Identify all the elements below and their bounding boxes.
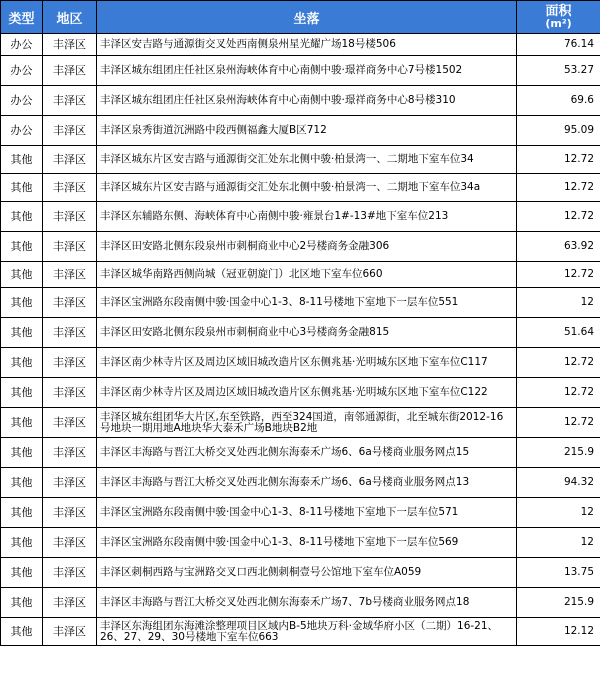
cell-type: 其他 — [1, 232, 43, 262]
cell-area: 12 — [517, 288, 600, 318]
cell-type: 其他 — [1, 262, 43, 288]
cell-area: 51.64 — [517, 318, 600, 348]
cell-district: 丰泽区 — [43, 438, 97, 468]
cell-area: 215.9 — [517, 588, 600, 618]
cell-address: 丰泽区城东组团华大片区,东至铁路，西至324国道，南邻通源街，北至城东街2012-16号地块一期用地A地块华大泰禾广场B地块B2地 — [97, 408, 517, 438]
cell-area: 12.72 — [517, 408, 600, 438]
header-type: 类型 — [1, 1, 43, 34]
cell-type: 其他 — [1, 348, 43, 378]
table-row — [1, 174, 600, 202]
cell-type: 其他 — [1, 146, 43, 174]
cell-type: 其他 — [1, 498, 43, 528]
cell-type: 办公 — [1, 86, 43, 116]
table-row — [1, 378, 600, 408]
cell-district: 丰泽区 — [43, 288, 97, 318]
cell-district: 丰泽区 — [43, 202, 97, 232]
table-row — [1, 232, 600, 262]
header-district: 地区 — [43, 1, 97, 34]
table-row — [1, 348, 600, 378]
cell-type: 办公 — [1, 116, 43, 146]
cell-district: 丰泽区 — [43, 618, 97, 646]
cell-district: 丰泽区 — [43, 528, 97, 558]
cell-address: 丰泽区城东组团庄任社区泉州海峡体育中心南侧中骏·璟祥商务中心8号楼310 — [97, 86, 517, 116]
table-row — [1, 528, 600, 558]
cell-district: 丰泽区 — [43, 468, 97, 498]
cell-area: 95.09 — [517, 116, 600, 146]
cell-type: 其他 — [1, 618, 43, 646]
cell-area: 215.9 — [517, 438, 600, 468]
table-row — [1, 318, 600, 348]
cell-address: 丰泽区城东组团庄任社区泉州海峡体育中心南侧中骏·璟祥商务中心7号楼1502 — [97, 56, 517, 86]
cell-type: 办公 — [1, 56, 43, 86]
cell-district: 丰泽区 — [43, 318, 97, 348]
cell-area: 12.72 — [517, 348, 600, 378]
cell-district: 丰泽区 — [43, 408, 97, 438]
cell-district: 丰泽区 — [43, 34, 97, 56]
cell-area: 76.14 — [517, 34, 600, 56]
cell-address: 丰泽区安吉路与通源街交叉处西南侧泉州星光耀广场18号楼506 — [97, 34, 517, 56]
table-row — [1, 262, 600, 288]
cell-address: 丰泽区东海组团东海滩涂整理项目区域内B-5地块万科·金域华府小区（二期）16-21、26、27、29、30号楼地下室车位663 — [97, 618, 517, 646]
table-row — [1, 498, 600, 528]
cell-district: 丰泽区 — [43, 558, 97, 588]
cell-type: 其他 — [1, 558, 43, 588]
cell-address: 丰泽区宝洲路东段南侧中骏·国金中心1-3、8-11号楼地下室地下一层车位569 — [97, 528, 517, 558]
cell-address: 丰泽区南少林寺片区及周边区域旧城改造片区东侧兆基·光明城东区地下室车位C117 — [97, 348, 517, 378]
cell-address: 丰泽区宝洲路东段南侧中骏·国金中心1-3、8-11号楼地下室地下一层车位571 — [97, 498, 517, 528]
cell-address: 丰泽区刺桐西路与宝洲路交叉口西北侧刺桐壹号公馆地下室车位A059 — [97, 558, 517, 588]
cell-area: 12.12 — [517, 618, 600, 646]
cell-address: 丰泽区丰海路与晋江大桥交叉处西北侧东海泰禾广场6、6a号楼商业服务网点13 — [97, 468, 517, 498]
cell-district: 丰泽区 — [43, 588, 97, 618]
cell-area: 12.72 — [517, 174, 600, 202]
cell-district: 丰泽区 — [43, 498, 97, 528]
cell-district: 丰泽区 — [43, 232, 97, 262]
table-row — [1, 588, 600, 618]
table-row — [1, 408, 600, 438]
cell-district: 丰泽区 — [43, 56, 97, 86]
cell-district: 丰泽区 — [43, 86, 97, 116]
cell-type: 其他 — [1, 202, 43, 232]
cell-type: 其他 — [1, 528, 43, 558]
header-area — [517, 1, 600, 34]
cell-area: 12 — [517, 528, 600, 558]
header-address: 坐落 — [97, 1, 517, 34]
table-row — [1, 288, 600, 318]
cell-type: 办公 — [1, 34, 43, 56]
cell-area: 12.72 — [517, 262, 600, 288]
table-body — [1, 34, 600, 646]
cell-area: 94.32 — [517, 468, 600, 498]
cell-district: 丰泽区 — [43, 146, 97, 174]
cell-area: 12.72 — [517, 146, 600, 174]
cell-district: 丰泽区 — [43, 116, 97, 146]
cell-address: 丰泽区丰海路与晋江大桥交叉处西北侧东海泰禾广场7、7b号楼商业服务网点18 — [97, 588, 517, 618]
table-row — [1, 146, 600, 174]
table-row — [1, 438, 600, 468]
cell-area: 12 — [517, 498, 600, 528]
cell-type: 其他 — [1, 408, 43, 438]
cell-type: 其他 — [1, 438, 43, 468]
cell-address: 丰泽区宝洲路东段南侧中骏·国金中心1-3、8-11号楼地下室地下一层车位551 — [97, 288, 517, 318]
table-row — [1, 116, 600, 146]
header-area-unit: (m²) — [545, 17, 572, 30]
cell-address: 丰泽区泉秀街道沉洲路中段西侧福鑫大厦B区712 — [97, 116, 517, 146]
table-header-row — [1, 1, 600, 34]
cell-district: 丰泽区 — [43, 348, 97, 378]
table-row — [1, 558, 600, 588]
cell-district: 丰泽区 — [43, 378, 97, 408]
cell-address: 丰泽区城东片区安吉路与通源街交汇处东北侧中骏·柏景湾一、二期地下室车位34a — [97, 174, 517, 202]
table-row — [1, 86, 600, 116]
table-row — [1, 618, 600, 646]
cell-type: 其他 — [1, 468, 43, 498]
table-row — [1, 468, 600, 498]
cell-area: 12.72 — [517, 202, 600, 232]
cell-area: 13.75 — [517, 558, 600, 588]
cell-area: 63.92 — [517, 232, 600, 262]
cell-type: 其他 — [1, 174, 43, 202]
cell-address: 丰泽区城华南路西侧尚城（冠亚朝旋门）北区地下室车位660 — [97, 262, 517, 288]
cell-area: 12.72 — [517, 378, 600, 408]
cell-district: 丰泽区 — [43, 174, 97, 202]
cell-address: 丰泽区田安路北侧东段泉州市刺桐商业中心3号楼商务金融815 — [97, 318, 517, 348]
header-area-label: 面积 — [545, 4, 572, 19]
cell-address: 丰泽区城东片区安吉路与通源街交汇处东北侧中骏·柏景湾一、二期地下室车位34 — [97, 146, 517, 174]
table-row — [1, 34, 600, 56]
cell-address: 丰泽区丰海路与晋江大桥交叉处西北侧东海泰禾广场6、6a号楼商业服务网点15 — [97, 438, 517, 468]
cell-address: 丰泽区田安路北侧东段泉州市刺桐商业中心2号楼商务金融306 — [97, 232, 517, 262]
cell-district: 丰泽区 — [43, 262, 97, 288]
cell-type: 其他 — [1, 378, 43, 408]
table-row — [1, 202, 600, 232]
cell-address: 丰泽区东辅路东侧、海峡体育中心南侧中骏·雍景台1#-13#地下室车位213 — [97, 202, 517, 232]
cell-area: 53.27 — [517, 56, 600, 86]
cell-type: 其他 — [1, 318, 43, 348]
cell-address: 丰泽区南少林寺片区及周边区域旧城改造片区东侧兆基·光明城东区地下室车位C122 — [97, 378, 517, 408]
cell-area: 69.6 — [517, 86, 600, 116]
cell-type: 其他 — [1, 588, 43, 618]
table-row — [1, 56, 600, 86]
cell-type: 其他 — [1, 288, 43, 318]
